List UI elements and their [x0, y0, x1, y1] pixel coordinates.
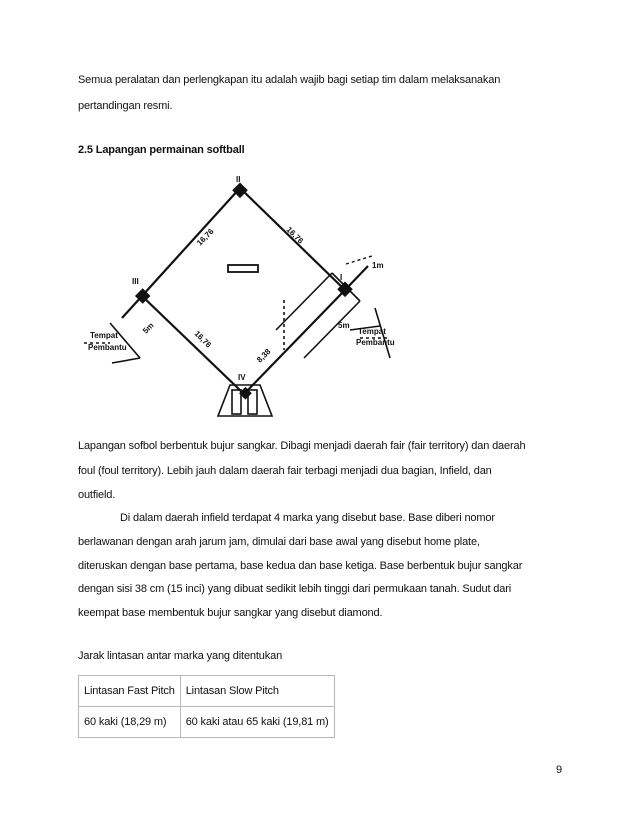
paragraph-2-line-3: diteruskan dengan base pertama, base kedua dan base ketiga. Base berbentuk bujur sangkar — [78, 560, 523, 572]
coach-box-left-bottom — [112, 358, 140, 363]
coach-left-line-2: Pembantu — [88, 343, 127, 352]
box-label-left: 5m — [141, 320, 156, 336]
intro-line-2: pertandingan resmi. — [78, 100, 173, 112]
base-label-i: I — [340, 273, 343, 282]
base-label-iv: IV — [238, 373, 246, 382]
distance-label-2-3: 16,76 — [195, 226, 216, 248]
box-label-right: 5m — [338, 321, 350, 330]
base-second — [232, 183, 248, 199]
page-number: 9 — [556, 764, 563, 776]
paragraph-2-line-1: Di dalam daerah infield terdapat 4 marka yang disebut base. Base diberi nomor — [120, 512, 495, 524]
paragraph-1-line-3: outfield. — [78, 489, 116, 501]
distance-label-lane: 8,38 — [255, 347, 273, 365]
section-heading: 2.5 Lapangan permainan softball — [78, 144, 245, 156]
softball-field-diagram — [60, 168, 400, 428]
paragraph-2-line-2: berlawanan dengan arah jarum jam, dimulai dari base awal yang disebut home plate, — [78, 536, 480, 548]
dashed-line-1m — [346, 256, 372, 264]
table-header-cell: Lintasan Slow Pitch — [180, 676, 334, 707]
base-label-ii: II — [236, 175, 241, 184]
baseline-2-3 — [142, 188, 240, 296]
table-row — [79, 707, 335, 738]
paragraph-1-line-1: Lapangan sofbol berbentuk bujur sangkar. Dibagi menjadi daerah fair (fair territory) dan daerah — [78, 440, 526, 452]
table-header-cell: Lintasan Fast Pitch — [79, 676, 181, 707]
track-distance-table — [78, 675, 335, 738]
paragraph-3: Jarak lintasan antar marka yang ditentukan — [78, 650, 283, 662]
coach-box-left-top — [110, 323, 140, 358]
coach-left-line-1: Tempat — [90, 331, 118, 340]
table-cell: 60 kaki atau 65 kaki (19,81 m) — [180, 707, 334, 738]
table-cell: 60 kaki (18,29 m) — [79, 707, 181, 738]
paragraph-2-line-5: keempat base membentuk bujur sangkar yang disebut diamond. — [78, 607, 383, 619]
intro-line-1: Semua peralatan dan perlengkapan itu adalah wajib bagi setiap tim dalam melaksanakan — [78, 74, 501, 86]
pitcher-plate — [228, 265, 258, 272]
coach-right-line-2: Pembantu — [356, 338, 395, 347]
coach-right-line-1: Tempat — [358, 327, 386, 336]
table-header-row — [79, 676, 335, 707]
baseline-3-4 — [142, 296, 244, 394]
base-label-iii: III — [132, 277, 139, 286]
distance-label-2-1: 16,76 — [284, 225, 306, 246]
distance-label-3-4: 16,76 — [192, 329, 214, 350]
baseline-1-4 — [244, 290, 345, 394]
box-label-1m: 1m — [372, 261, 384, 270]
paragraph-1-line-2: foul (foul territory). Lebih jauh dalam daerah fair terbagi menjadi dua bagian, Infield, dan — [78, 465, 492, 477]
paragraph-2-line-4: dengan sisi 38 cm (15 inci) yang dibuat sedikit lebih tinggi dari permukaan tanah. Sudut dari — [78, 583, 512, 595]
